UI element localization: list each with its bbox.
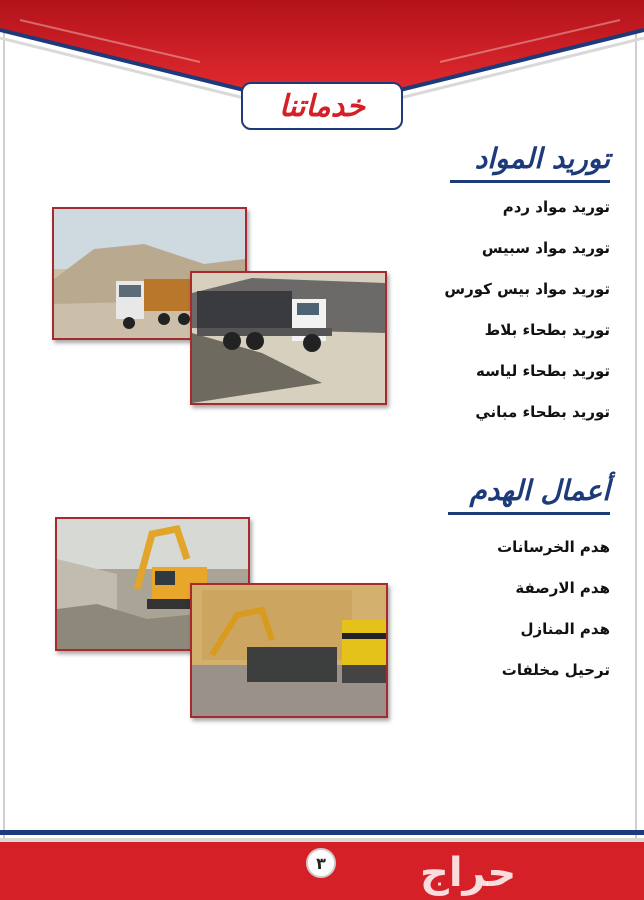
page-title: خدماتنا bbox=[278, 88, 366, 124]
list-item: هدم الارصفة bbox=[515, 579, 610, 597]
list-item: توريد مواد سبيس bbox=[481, 239, 610, 257]
list-item: توريد بطحاء لياسه bbox=[475, 362, 610, 380]
demolition-list bbox=[497, 538, 610, 702]
heading-underline bbox=[448, 512, 610, 515]
section-heading-materials: توريد المواد bbox=[474, 142, 610, 175]
list-item: توريد مواد بيس كورس bbox=[444, 280, 610, 298]
list-item: توريد بطحاء بلاط bbox=[484, 321, 610, 339]
title-box bbox=[241, 82, 403, 130]
heading-underline bbox=[450, 180, 610, 183]
list-item: توريد بطحاء مباني bbox=[475, 403, 610, 421]
list-item: ترحيل مخلفات bbox=[501, 661, 610, 679]
haraj-watermark: حراج bbox=[420, 850, 517, 896]
materials-list bbox=[444, 198, 610, 444]
list-item: هدم المنازل bbox=[520, 620, 610, 638]
list-item: توريد مواد ردم bbox=[502, 198, 610, 216]
page-border bbox=[3, 0, 637, 896]
page-number: ٣ bbox=[306, 848, 336, 878]
section-heading-demolition: أعمال الهدم bbox=[469, 474, 610, 507]
tipper-truck-photo bbox=[190, 271, 387, 405]
list-item: هدم الخرسانات bbox=[497, 538, 610, 556]
demolition-site-photo bbox=[190, 583, 388, 718]
